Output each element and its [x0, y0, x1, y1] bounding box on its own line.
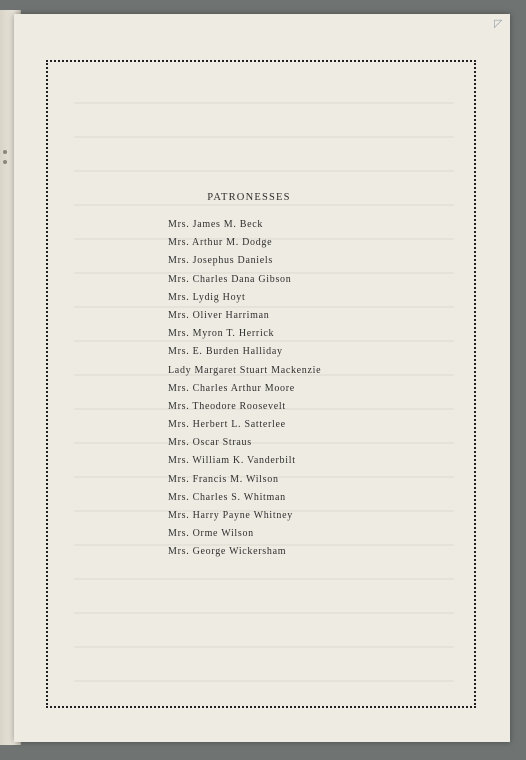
patroness-name: Mrs. Arthur M. Dodge: [168, 237, 273, 249]
patroness-name: Mrs. William K. Vanderbilt: [168, 455, 296, 467]
patroness-name: Mrs. Francis M. Wilson: [168, 473, 279, 485]
patroness-name: Mrs. Charles S. Whitman: [168, 491, 286, 503]
page-heading: PATRONESSES: [207, 192, 291, 203]
patroness-list: [168, 216, 321, 562]
patroness-name: Mrs. Lydig Hoyt: [168, 291, 246, 303]
binding-hole: [3, 160, 7, 164]
patroness-name: Mrs. E. Burden Halliday: [168, 346, 283, 358]
patroness-name: Mrs. Oliver Harriman: [168, 309, 270, 321]
binding-hole: [3, 150, 7, 154]
patroness-name: Mrs. George Wickersham: [168, 546, 287, 558]
page-corner-fold-icon: ◸: [494, 18, 503, 30]
patroness-name: Mrs. James M. Beck: [168, 219, 264, 230]
patroness-name: Mrs. Harry Payne Whitney: [168, 510, 293, 521]
patroness-name: Mrs. Herbert L. Satterlee: [168, 419, 286, 431]
patroness-name: Mrs. Theodore Roosevelt: [168, 400, 286, 412]
patroness-name: Mrs. Charles Dana Gibson: [168, 273, 292, 285]
patroness-name: Mrs. Orme Wilson: [168, 528, 254, 540]
patroness-name: Mrs. Oscar Straus: [168, 437, 252, 449]
patroness-name: Lady Margaret Stuart Mackenzie: [168, 364, 322, 376]
patroness-name: Mrs. Josephus Daniels: [168, 255, 273, 267]
patroness-name: Mrs. Charles Arthur Moore: [168, 382, 295, 394]
patroness-name: Mrs. Myron T. Herrick: [168, 328, 275, 340]
